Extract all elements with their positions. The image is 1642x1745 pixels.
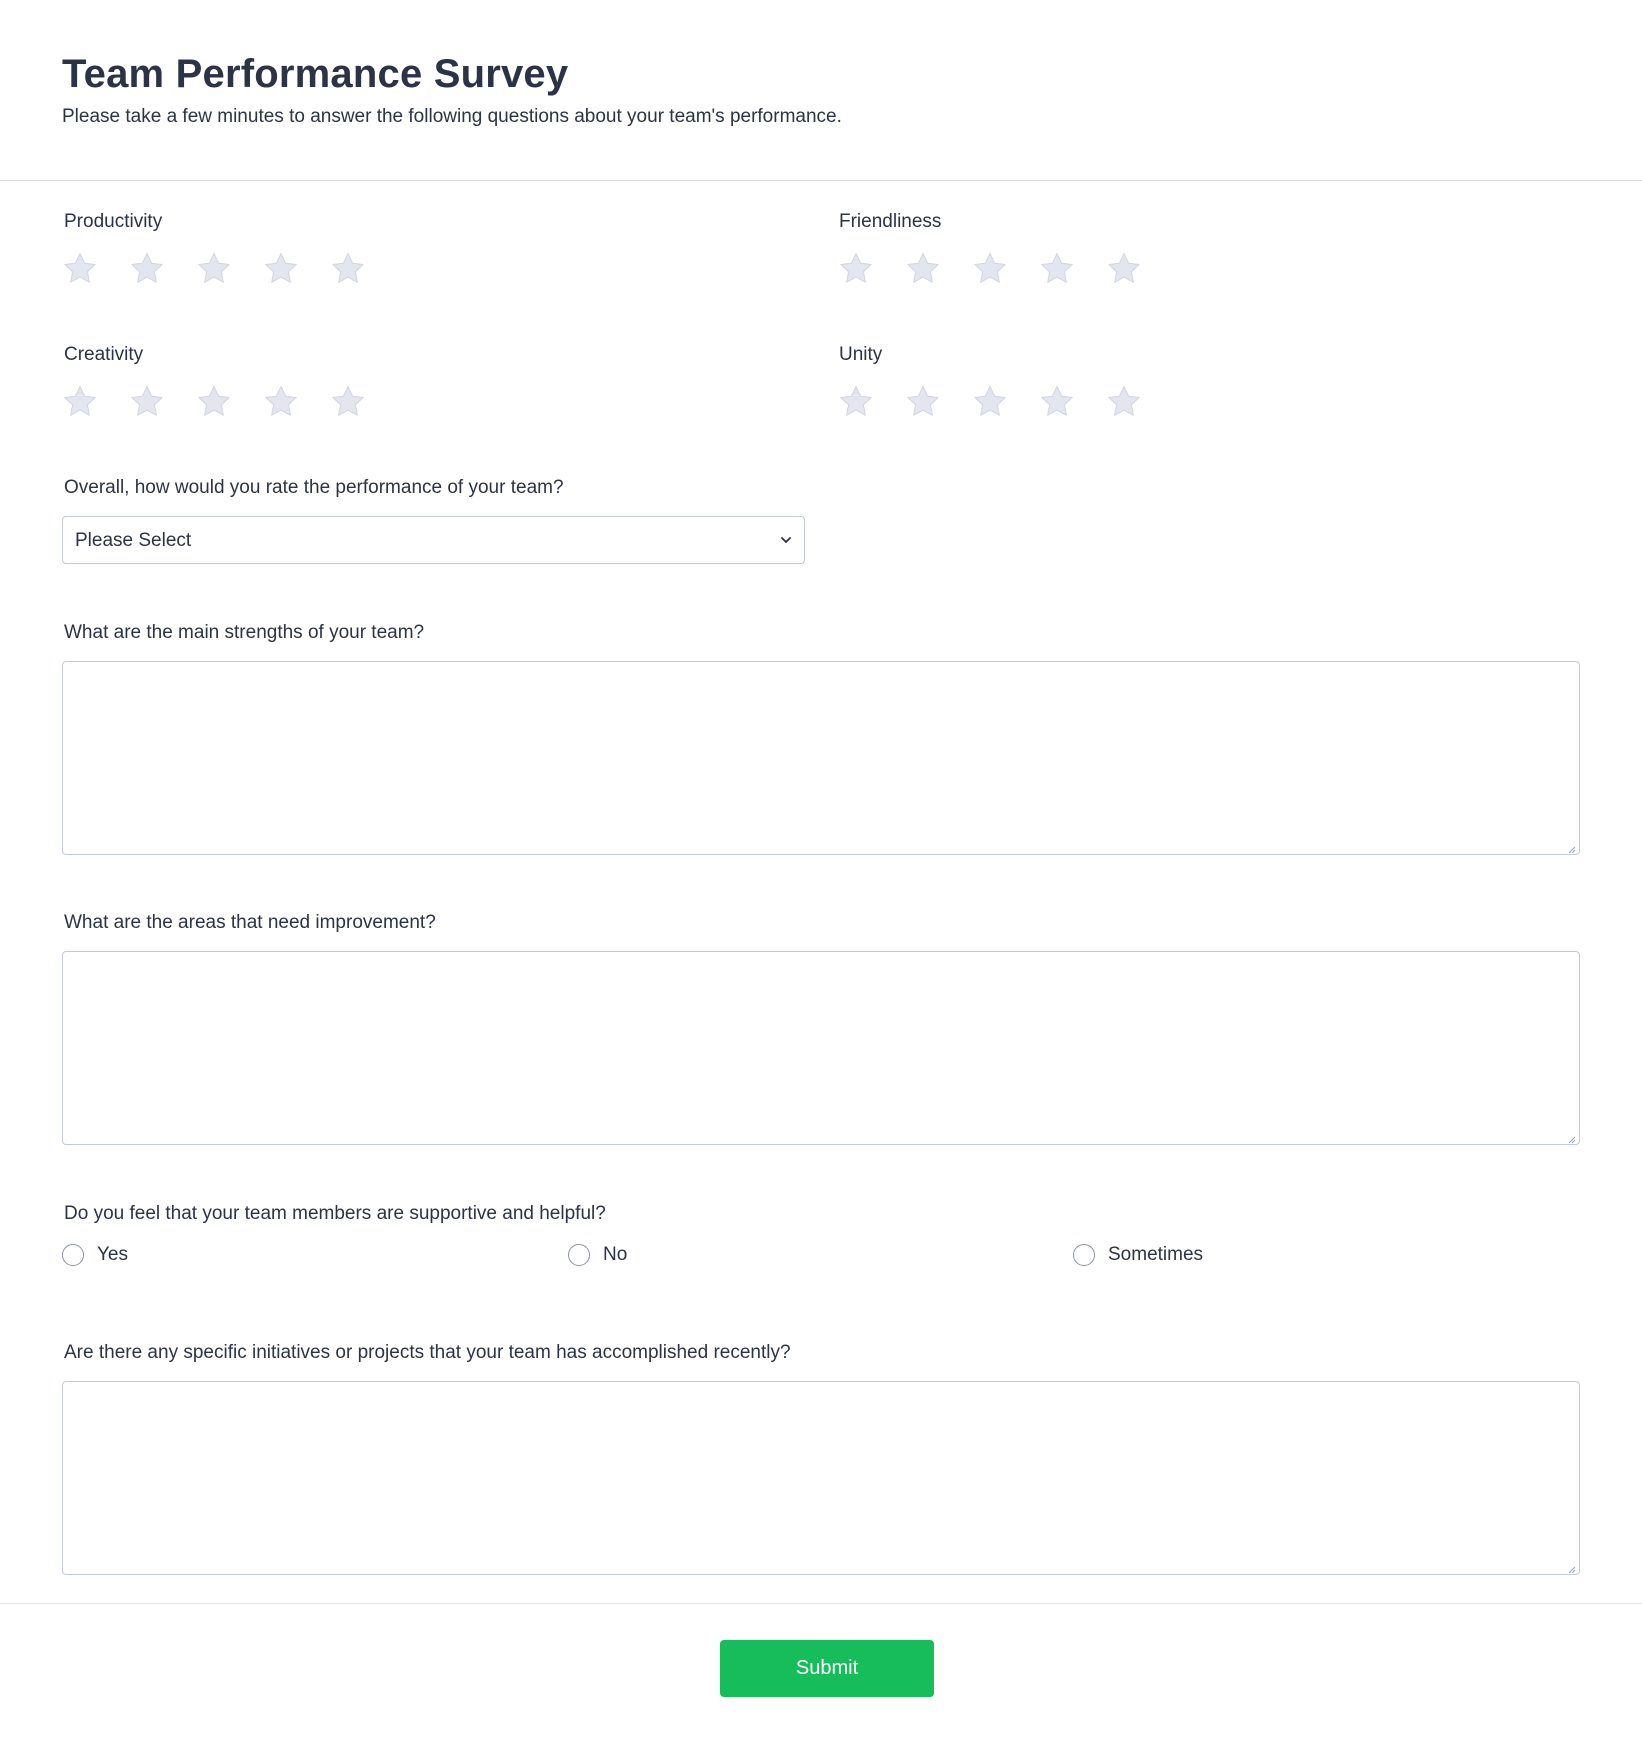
star-icon[interactable] <box>263 251 299 287</box>
page-subtitle: Please take a few minutes to answer the following questions about your team's performance. <box>62 106 842 127</box>
resize-grip-icon[interactable] <box>1566 1131 1576 1141</box>
submit-button[interactable]: Submit <box>720 1640 934 1697</box>
star-icon[interactable] <box>838 384 874 420</box>
star-icon[interactable] <box>62 384 98 420</box>
improvement-textarea[interactable] <box>62 951 1580 1145</box>
star-icon[interactable] <box>330 384 366 420</box>
overall-rating-label: Overall, how would you rate the performance of your team? <box>64 477 564 498</box>
radio-button-sometimes[interactable] <box>1073 1244 1095 1266</box>
form-header <box>0 0 1642 181</box>
page-title: Team Performance Survey <box>62 52 569 96</box>
rating-label-friendliness: Friendliness <box>839 211 942 232</box>
star-icon[interactable] <box>838 251 874 287</box>
star-icon[interactable] <box>330 251 366 287</box>
radio-button-yes[interactable] <box>62 1244 84 1266</box>
initiatives-label: Are there any specific initiatives or projects that your team has accomplished recently? <box>64 1342 791 1363</box>
star-icon[interactable] <box>1039 251 1075 287</box>
strengths-label: What are the main strengths of your team? <box>64 622 425 643</box>
resize-grip-icon[interactable] <box>1566 1561 1576 1571</box>
star-icon[interactable] <box>129 384 165 420</box>
star-icon[interactable] <box>263 384 299 420</box>
radio-option-yes[interactable] <box>62 1242 128 1268</box>
star-icon[interactable] <box>1106 251 1142 287</box>
radio-label-sometimes: Sometimes <box>1108 1244 1204 1265</box>
star-icon[interactable] <box>129 251 165 287</box>
chevron-down-icon <box>778 532 794 548</box>
initiatives-textarea[interactable] <box>62 1381 1580 1575</box>
star-icon[interactable] <box>905 251 941 287</box>
star-rating-productivity[interactable] <box>62 251 366 287</box>
rating-label-creativity: Creativity <box>64 344 144 365</box>
star-rating-friendliness[interactable] <box>838 251 1142 287</box>
star-icon[interactable] <box>196 251 232 287</box>
star-icon[interactable] <box>196 384 232 420</box>
star-icon[interactable] <box>1106 384 1142 420</box>
overall-rating-selected-value: Please Select <box>75 530 192 551</box>
star-icon[interactable] <box>972 251 1008 287</box>
radio-option-no[interactable] <box>568 1242 627 1268</box>
supportive-label: Do you feel that your team members are supportive and helpful? <box>64 1203 606 1224</box>
rating-label-unity: Unity <box>839 344 883 365</box>
improvement-label: What are the areas that need improvement? <box>64 912 436 933</box>
radio-option-sometimes[interactable] <box>1073 1242 1203 1268</box>
star-icon[interactable] <box>62 251 98 287</box>
radio-label-yes: Yes <box>97 1244 128 1265</box>
star-rating-unity[interactable] <box>838 384 1142 420</box>
resize-grip-icon[interactable] <box>1566 841 1576 851</box>
star-icon[interactable] <box>972 384 1008 420</box>
overall-rating-select[interactable] <box>62 516 805 564</box>
radio-label-no: No <box>603 1244 628 1265</box>
star-icon[interactable] <box>1039 384 1075 420</box>
star-rating-creativity[interactable] <box>62 384 366 420</box>
star-icon[interactable] <box>905 384 941 420</box>
strengths-textarea[interactable] <box>62 661 1580 855</box>
radio-button-no[interactable] <box>568 1244 590 1266</box>
rating-label-productivity: Productivity <box>64 211 163 232</box>
